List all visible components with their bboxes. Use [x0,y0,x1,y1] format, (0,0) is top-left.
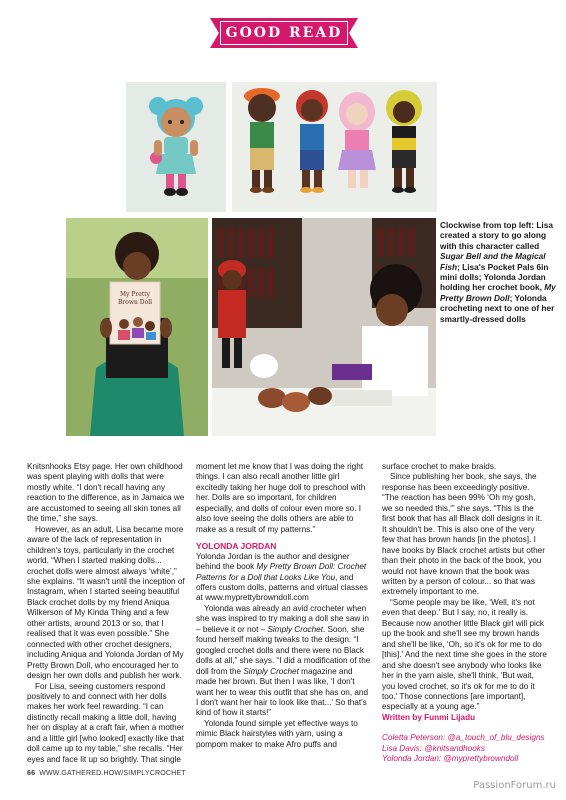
photo-credits [382,733,548,764]
footer-url: WWW.GATHERED.HOW/SIMPLYCROCHET [39,770,186,777]
caption-part-3: ; Yolonda crocheting next to one of her smartly-dressed dolls [440,292,555,324]
banner-frame [220,21,348,45]
page-footer [27,770,186,777]
paragraph [196,552,372,604]
author-crocheting-illustration [212,218,436,436]
doll-blue-hair-illustration [126,82,226,212]
paragraph: Yolonda found simple yet effective ways to mimic Black hairstyles with yarn, using a pompom maker to make Afro puffs and [196,718,358,749]
book-title: My Pretty Brown Doll: Crochet Patterns for a Doll that Looks Like You [196,562,367,582]
photo-author-crocheting [212,218,436,436]
pocket-pals-illustration [232,82,437,212]
paragraph: However, as an adult, Lisa became more aware of the lack of representation in children's toys, particularly in the crochet world. “When I started making dolls... crochet dolls were almost always ‘white’,” she explains. “It wasn't until the inception of Instagram, when I started seeing beautiful Black crochet dolls by my friend Aniqua Wilkerson of My Kinda Thing and a few other artists, around 2013 or so, that I realised that it was even possible.” She connected with other crochet designers, including Aniqua and Yolonda Jordan of My Pretty Brown Doll, who encouraged her to design her own dolls and publish her work. [27,524,185,681]
section-banner [210,18,358,48]
paragraph: “Some people may be like, ‘Well, it's not even that deep.' But I say, no, it really is. Because now another little Black girl will pick up the book and she'll see my brown hands and she'll be like, ‘Oh, so it's ok for me to do [this].' And the next time she goes in the store and she doesn't see anybody who looks like her in the yarn aisle, she'll think, ‘But wait, you loved crochet, so it's ok for me to do it too.' Those connections [are important], especially at a young age.” [382,597,547,712]
photo-pocket-pals [232,82,437,212]
photo-doll-blue-hair [126,82,226,212]
magazine-title: Simply Crochet [267,624,323,634]
paragraph: surface crochet to make braids. [382,462,497,471]
held-book-title-1: My Pretty [119,291,151,298]
banner-label: GOOD READ [225,25,343,41]
caption-book-1: Sugar Bell and the Magical Fish [440,251,546,272]
credit-line: Yolonda Jordan: @myprettybrowndoll [382,754,519,764]
article-column-1 [27,462,187,765]
text-run: Yolonda Jordan is the author and designer behind the book [196,551,350,572]
text-run: Yolonda was already an avid crocheter when she was inspired to try making a doll she saw in – believe it or not – [196,603,369,634]
text-run: magazine and made her brown. But then I was like, ‘I don't want her to wear this outfit that she has on, and I don't want her hair to look like that...’ So that's kind of how it starts!” [196,666,369,718]
article-column-3 [382,462,548,765]
caption-part-2: ; Lisa's Pocket Pals 6in mini dolls; Yolonda Jordan holding her crochet book, [440,261,549,293]
article-column-2 [196,462,372,750]
paragraph: For Lisa, seeing customers respond positively to and connect with her dolls makes her work feel rewarding. “I can distinctly recall making a little doll, having her on display at a craft fair, when a mother and a little girl [who looked] exactly like that doll came up to my table,” she recalls. “Her eyes and face lit up so brightly. That single [27,681,185,764]
credit-line: Lisa Davis: @knitsandhooks [382,743,485,753]
held-book-title-2: Brown Doll [117,299,153,306]
magazine-title: Simply Crochet [243,666,299,676]
caption-book-2: My Pretty Brown Doll [440,282,556,303]
watermark: PassionForum.ru [473,780,556,791]
text-run: . Soon, she found herself making tweaks to the design. “I googled crochet dolls and there were no Black dolls at all,” she says. “I did a modification of the doll from the [196,624,371,676]
section-subhead: YOLONDA JORDAN [196,541,277,552]
photo-author-with-book [66,218,208,436]
caption-part-1: Clockwise from top left: Lisa created a story to go along with this character called [440,220,553,251]
paragraph: moment let me know that I was doing the right things. I can also recall another little girl excitedly taking her huge doll to preschool with her. Dolls are so important, for children especially, and dolls of colour even more so. I also love seeing the dolls others are able to make as a result of my patterns.” [196,462,366,534]
credit-line: Coletta Peterson: @a_touch_of_blu_designs [382,733,545,743]
text-run: , and offers custom dolls, patterns and virtual classes at www.myprettybrowndoll.com [196,572,368,603]
page-number: 66 [27,770,36,777]
author-with-book-illustration [66,218,208,436]
paragraph: Knitsnhooks Etsy page. Her own childhood was spent playing with dolls that were mostly white. “I don't recall having any reaction to the difference, as in Jamaica we are accustomed to seeing all skin tones all the time,” she says. [27,462,185,524]
paragraph: Since publishing her book, she says, the response has been exceedingly positive. “The reaction has been 99% ‘Oh my gosh, we so needed this,'” she says. “This is the first book that has all Black doll designs in it. It shouldn't be. This is also one of the very few that has brown hands [in the photos]. I have books by Black crochet artists but other than their photo in the back of the book, you would not have known that the book was written by a person of colour... so that was extremely important to me. [382,472,545,597]
paragraph [196,604,372,719]
photo-caption [440,220,558,324]
article-byline: Written by Funmi Lijadu [382,712,476,722]
